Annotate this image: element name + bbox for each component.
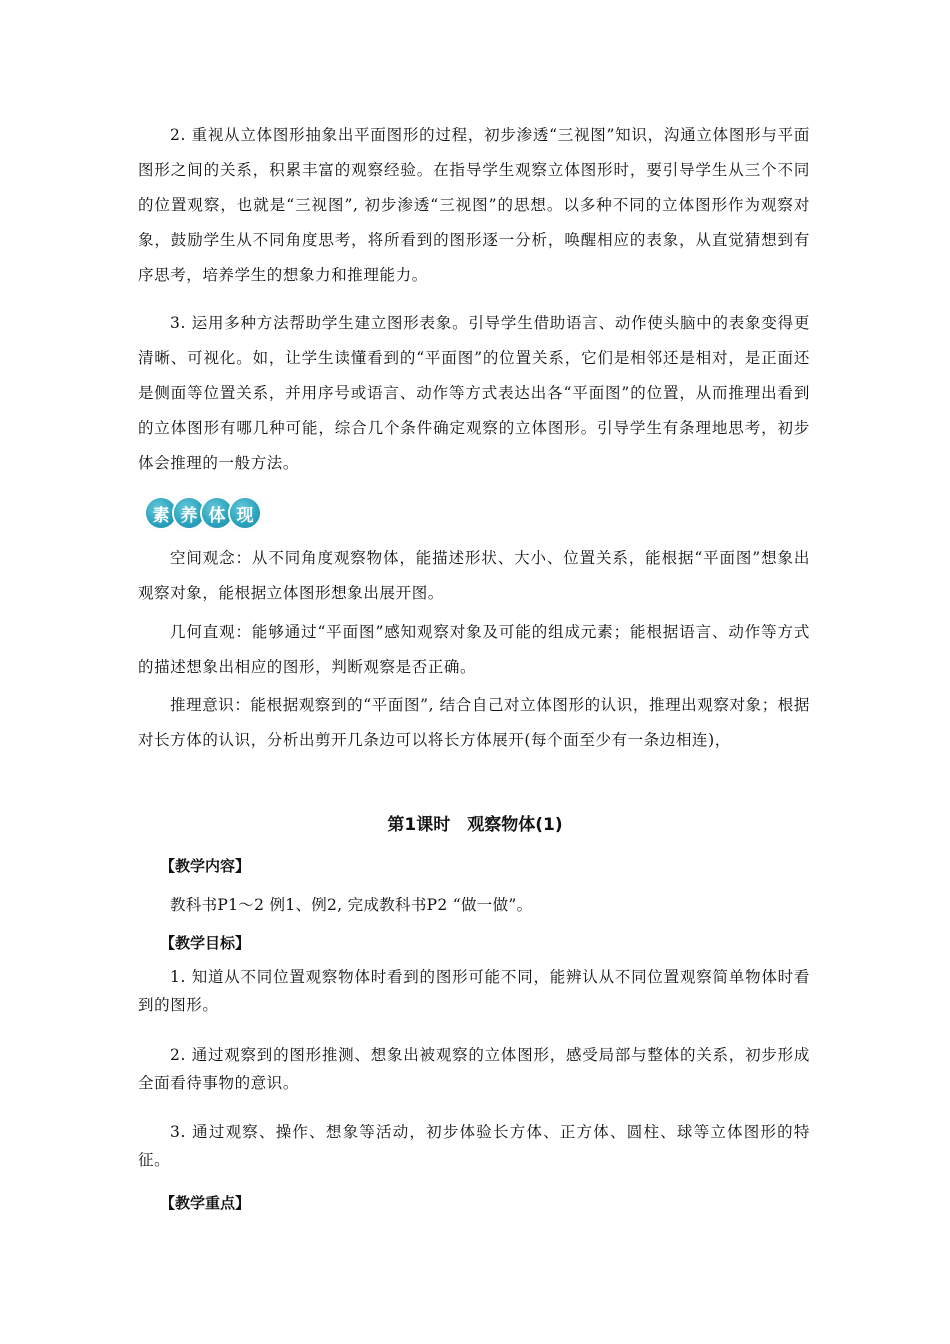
lesson-title: 第1课时 观察物体(1) [387,815,563,835]
goal-item-2: 2. 通过观察到的图形推测、想象出被观察的立体图形，感受局部与整体的关系，初步形成全面看待事物的意识。 [138,1046,810,1092]
key-points-heading: 【教学重点】 [160,1194,251,1212]
badge-char-1: 素 [146,498,176,528]
badge-char-2: 养 [174,498,204,528]
badge-char-4: 现 [230,498,260,528]
content-text: 教科书P1～2 例1、例2, 完成教科书P2 “做一做”。 [170,896,533,914]
badge-char-3: 体 [202,498,232,528]
content-heading: 【教学内容】 [160,857,251,875]
literacy-spatial: 空间观念：从不同角度观察物体，能描述形状、大小、位置关系，能根据“平面图”想象出观察对象，能根据立体图形想象出展开图。 [138,549,810,602]
goals-heading: 【教学目标】 [160,934,251,952]
paragraph-three-views: 2. 重视从立体图形抽象出平面图形的过程，初步渗透“三视图”知识，沟通立体图形与平面图形之间的关系，积累丰富的观察经验。在指导学生观察立体图形时，要引导学生从三个不同的位置观察，也就是“三视图”, 初步渗透“三视图”的思想。以多种不同的立体图形作为观察对象，鼓励学生从不同角度思考，将所看到的图形逐一分析，唤醒相应的表象，从直觉猜想到有序思考，培养学生的想象力和推理能力。 [138,126,810,284]
literacy-geometric: 几何直观：能够通过“平面图”感知观察对象及可能的组成元素；能根据语言、动作等方式的描述想象出相应的图形，判断观察是否正确。 [138,623,810,676]
goal-item-1: 1. 知道从不同位置观察物体时看到的图形可能不同，能辨认从不同位置观察简单物体时看到的图形。 [138,968,810,1014]
literacy-reasoning: 推理意识：能根据观察到的“平面图”, 结合自己对立体图形的认识，推理出观察对象；根据对长方体的认识，分析出剪开几条边可以将长方体展开(每个面至少有一条边相连)， [138,696,810,749]
goal-item-3: 3. 通过观察、操作、想象等活动，初步体验长方体、正方体、圆柱、球等立体图形的特征。 [138,1123,810,1169]
paragraph-build-representation: 3. 运用多种方法帮助学生建立图形表象。引导学生借助语言、动作使头脑中的表象变得更清晰、可视化。如，让学生读懂看到的“平面图”的位置关系，它们是相邻还是相对，是正面还是侧面等位置关系，并用序号或语言、动作等方式表达出各“平面图”的位置，从而推理出看到的立体图形有哪几种可能，综合几个条件确定观察的立体图形。引导学生有条理地思考，初步体会推理的一般方法。 [138,314,810,472]
literacy-badge [146,494,258,532]
